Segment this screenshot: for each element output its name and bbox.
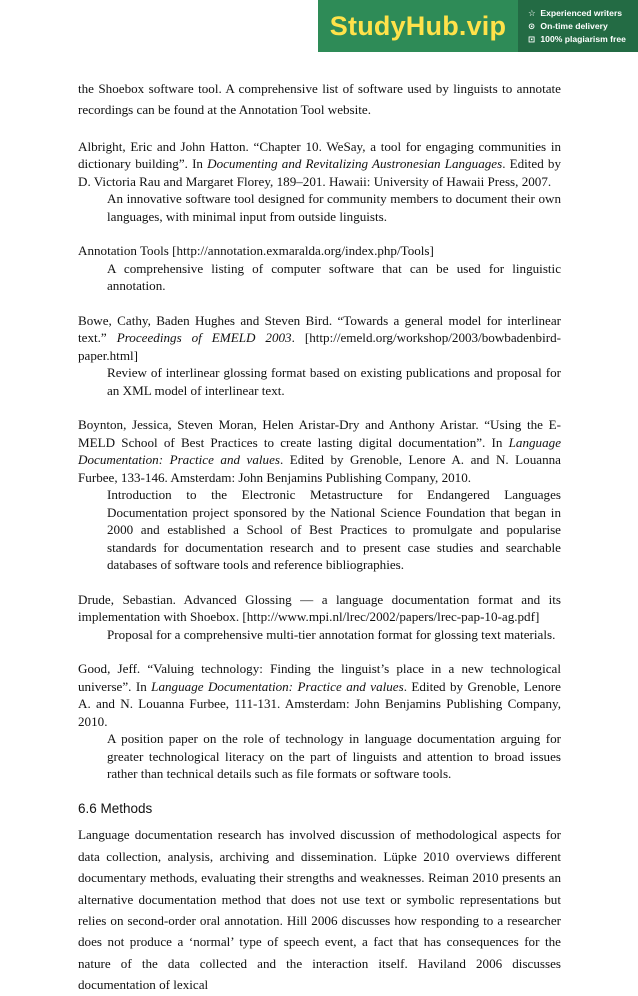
star-icon: ☆ xyxy=(528,7,536,18)
annotation: Proposal for a comprehensive multi-tier annotation format for glossing text materials. xyxy=(107,626,556,642)
shield-icon: ⊡ xyxy=(528,33,536,44)
feature-on-time-delivery xyxy=(528,21,638,32)
document-body xyxy=(78,78,561,996)
citation: Good, Jeff. “Valuing technology: Finding the linguist’s place in a new technological universe”. In Language Documentation: Practice and values. Edited by Grenoble, Lenore A. and N. Louanna Furbee, 111-131. Amsterdam: John Benjamins Publishing Company, 2010. xyxy=(78,661,561,729)
reference-entry xyxy=(78,312,561,400)
reference-entry xyxy=(78,138,561,226)
annotation: A comprehensive listing of computer software that can be used for linguistic annotation. xyxy=(107,260,561,294)
studyhub-banner[interactable] xyxy=(318,0,638,52)
citation: Drude, Sebastian. Advanced Glossing — a language documentation format and its implementation with Shoebox. [http://www.mpi.nl/lrec/2002/papers/lrec-pap-10-ag.pdf] xyxy=(78,591,561,625)
banner-features xyxy=(518,0,638,52)
feature-label: On-time delivery xyxy=(540,20,608,31)
feature-label: 100% plagiarism free xyxy=(540,33,626,44)
section-body: Language documentation research has involved discussion of methodological aspects for data collection, analysis, archiving and dissemination. Lüpke 2010 overviews different documentary methods, evaluating their strengths and weaknesses. Reiman 2010 presents an alternative documentation method that does not use text or symbolic representations but relies on second-order oral annotation. Hill 2006 discusses how responding to a researcher does not produce a ‘normal’ type of speech event, a fact that has consequences for the nature of the data collected and the interaction itself. Haviland 2006 discusses documentation of lexical xyxy=(78,827,561,993)
reference-entry xyxy=(78,660,561,783)
studyhub-logo: StudyHub.vip xyxy=(329,10,507,41)
annotation: Introduction to the Electronic Metastructure for Endangered Languages Documentation project sponsored by the National Science Foundation that began in 2000 and established a School of Best Practices to promulgate and popularise standards for documentation research and to present case studies and searchable databases of software tools and reference bibliographies. xyxy=(107,487,561,573)
reference-entry xyxy=(78,242,561,295)
citation: Albright, Eric and John Hatton. “Chapter 10. WeSay, a tool for engaging communities in dictionary building”. In Documenting and Revitalizing Austronesian Languages. Edited by D. Victoria Rau and Margaret Florey, 189–201. Hawaii: University of Hawaii Press, 2007. xyxy=(78,138,562,189)
citation: Annotation Tools [http://annotation.exmaralda.org/index.php/Tools] xyxy=(78,243,434,259)
reference-entry xyxy=(78,591,561,644)
annotation: Review of interlinear glossing format based on existing publications and proposal for an XML model of interlinear text. xyxy=(107,365,561,398)
intro-paragraph: the Shoebox software tool. A comprehensive list of software used by linguists to annotate recordings can be found at the Annotation Tool website. xyxy=(78,81,561,118)
citation: Bowe, Cathy, Baden Hughes and Steven Bird. “Towards a general model for interlinear text.” Proceedings of EMELD 2003. [http://emeld.org/workshop/2003/bowbadenbird-paper.html] xyxy=(78,312,561,363)
reference-entry xyxy=(78,416,561,574)
feature-experienced-writers xyxy=(528,8,638,19)
feature-label: Experienced writers xyxy=(540,7,623,18)
feature-plagiarism-free xyxy=(528,34,638,45)
citation: Boynton, Jessica, Steven Moran, Helen Aristar-Dry and Anthony Aristar. “Using the E-MELD School of Best Practices to create lasting digital documentation”. In Language Documentation: Practice and values. Edited by Grenoble, Lenore A. and N. Louanna Furbee, 133-146. Amsterdam: John Benjamins Publishing Company, 2010. xyxy=(78,417,561,485)
annotation: An innovative software tool designed for community members to document their own languages, with minimal input from outside linguists. xyxy=(107,191,561,224)
section-heading: 6.6 Methods xyxy=(78,800,153,816)
clock-icon: ⊙ xyxy=(528,20,536,31)
annotation: A position paper on the role of technology in language documentation arguing for greater technological literacy on the part of linguists and attention to broad issues rather than technical details such as file formats or software tools. xyxy=(107,731,561,782)
